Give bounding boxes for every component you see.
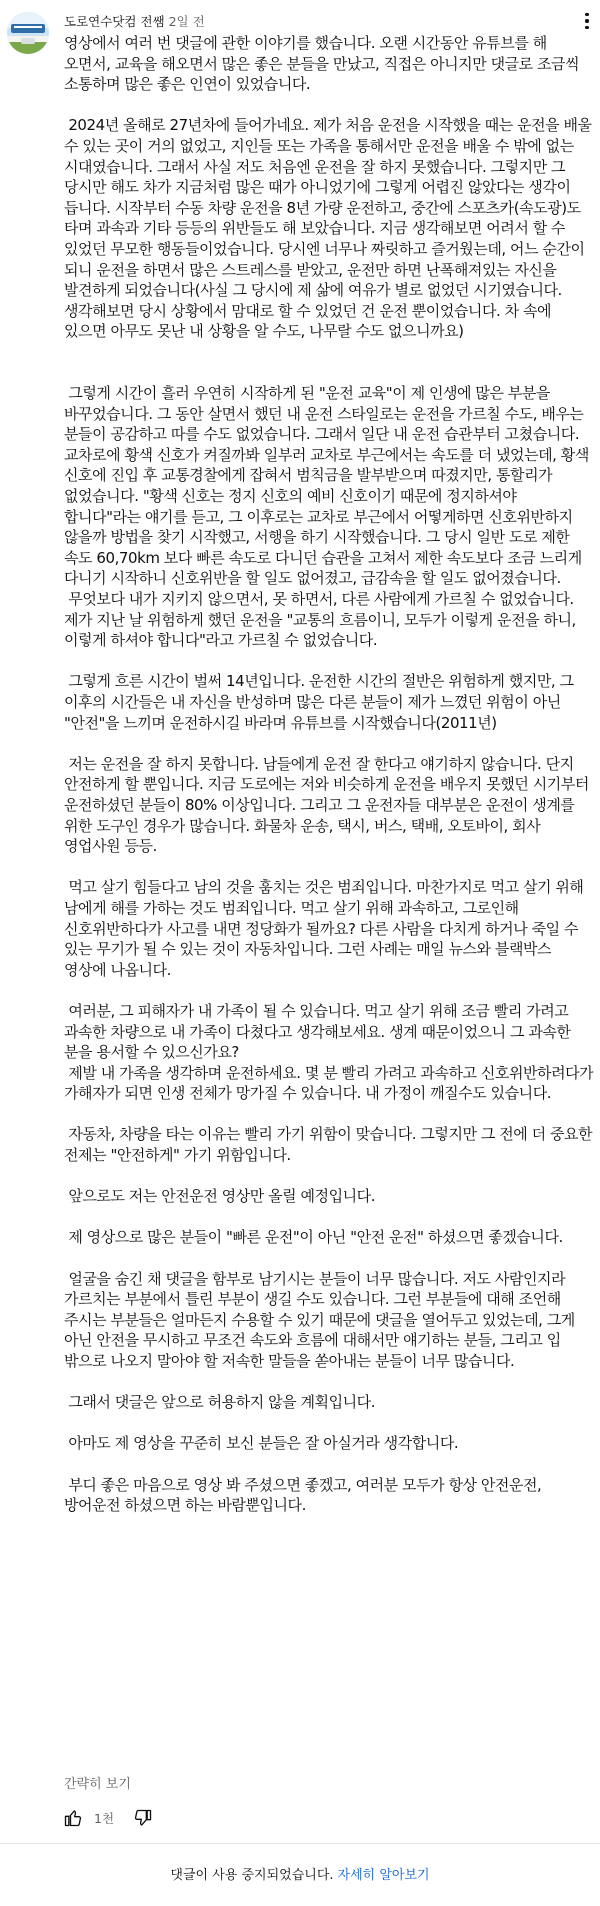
comment-paragraph: 앞으로도 저는 안전운전 영상만 올릴 예정입니다. — [64, 1187, 376, 1206]
comment-paragraph: 제 영상으로 많은 분들이 "빠른 운전"이 아닌 "안전 운전" 하셨으면 좋겠습니다. — [64, 1228, 563, 1247]
paragraph-spacer — [64, 651, 596, 672]
comment-paragraph: 여러분, 그 피해자가 내 가족이 될 수 있습니다. 먹고 살기 위해 조금 빨리 가려고 과속한 차량으로 내 가족이 다쳤다고 생각해보세요. 생계 때문이었으니 그 과속한 분을 용서할 수 있으신가요? — [64, 1001, 575, 1062]
comment-paragraph: 아마도 제 영상을 꾸준히 보신 분들은 잘 아실거라 생각합니다. — [64, 1434, 459, 1453]
comment-header — [64, 12, 205, 30]
paragraph-spacer — [64, 1207, 596, 1228]
paragraph-spacer — [64, 95, 596, 116]
comment-paragraph: 제발 내 가족을 생각하며 운전하세요. 몇 분 빨리 가려고 과속하고 신호위반하려다가 가해자가 되면 인생 전체가 망가질 수 있습니다. 내 가정이 깨질수도 있습니다. — [64, 1063, 598, 1103]
paragraph-spacer — [64, 1413, 596, 1434]
vertical-dots-icon-dot — [585, 19, 589, 23]
comment-time[interactable]: 2일 전 — [168, 14, 205, 29]
paragraph-spacer — [64, 980, 596, 1001]
vertical-dots-icon-dot — [585, 26, 589, 30]
more-options-button[interactable] — [577, 8, 597, 34]
learn-more-link[interactable]: 자세히 알아보기 — [337, 1868, 430, 1883]
paragraph-spacer — [64, 1166, 596, 1187]
paragraph-spacer — [64, 1454, 596, 1475]
vertical-dots-icon — [585, 13, 589, 17]
paragraph-spacer — [64, 733, 596, 754]
paragraph-spacer — [64, 1248, 596, 1269]
paragraph-spacer — [64, 363, 596, 384]
author-title: 전쌤 — [140, 14, 165, 29]
comment-paragraph: 그렇게 시간이 흘러 우연히 시작하게 된 "운전 교육"이 제 인생에 많은 부분을 바꾸었습니다. 그 동안 살면서 했던 내 운전 스타일로는 운전을 가르칠 수도, 배우는 분들이 공감하고 따를 수도 없었습니다. 그래서 일단 내 운전 습관부터 고쳤습니다. 교차로에 황색 신호가 켜질까봐 일부러 교차로 부근에서는 속도를 더 냈었는데, 황색 신호에 진입 후 교통경찰에게 잡혀서 범칙금을 발부받으며 따졌지만, 통할리가 없었습니다. "황색 신호는 정지 신호의 예비 신호이기 때문에 정지하셔야 합니다"라는 얘기를 듣고, 그 이후로는 교차로 부근에서 어떻게하면 신호위반하지 않을까 방법을 찾기 시작했고, 서행을 하기 시작했습니다. 그 당시 일반 도로 제한 속도 60,70km 보다 빠른 속도로 다니던 습관을 고쳐서 제한 속도보다 조금 느리게 다니기 시작하니 신호위반을 할 일도 없어졌고, 급감속을 할 일도 없어졌습니다. — [64, 384, 594, 588]
paragraph-spacer — [64, 857, 596, 878]
comment-paragraph: 먹고 살기 힘들다고 남의 것을 훔치는 것은 범죄입니다. 마찬가지로 먹고 살기 위해 남에게 해를 가하는 것도 범죄입니다. 먹고 살기 위해 과속하고, 그로인해 신호위반하다가 사고를 내면 정당화가 될까요? 다른 사람을 다치게 하거나 죽일 수 있는 무기가 될 수 있는 것이 자동차입니다. 그런 사례는 매일 뉴스와 블랙박스 영상에 나옵니다. — [64, 878, 588, 979]
comment-paragraph: 2024년 올해로 27년차에 들어가네요. 제가 처음 운전을 시작했을 때는 운전을 배울 수 있는 곳이 거의 없었고, 지인들 또는 가족을 통해서만 운전을 배울 수 밖에 없는 시대였습니다. 그래서 사실 저도 처음엔 운전을 잘 하지 못했습니다. 그렇지만 그 당시만 해도 차가 지금처럼 많은 때가 아니었기에 그렇게 어렵진 않았다는 생각이 듭니다. 시작부터 수동 차량 운전을 8년 가량 운전하고, 중간에 스포츠카(속도광)도 타며 과속과 기타 등등의 위반들도 해 보았습니다. 지금 생각해보면 어려서 할 수 있었던 무모한 행동들이었습니다. 당시엔 너무나 짜릿하고 즐거웠는데, 어느 순간이 되니 운전을 하면서 많은 스트레스를 받았고, 운전만 하면 난폭해져있는 자신을 발견하게 되었습니다(사실 그 당시에 제 삶에 여유가 별로 없었던 시기였습니다. 생각해보면 당시 상황에서 맘대로 할 수 있었던 건 운전 뿐이었습니다. 차 속에 있으면 아무도 못난 내 상황을 알 수도, 나무랄 수도 없으니까요) — [64, 116, 596, 341]
comment-paragraph: 자동차, 차량을 타는 이유는 빨리 가기 위함이 맞습니다. 그렇지만 그 전에 더 중요한 전제는 "안전하게" 가기 위함입니다. — [64, 1125, 597, 1165]
thumb-down-icon — [133, 1808, 153, 1828]
comments-disabled-text: 댓글이 사용 중지되었습니다. — [170, 1868, 334, 1883]
comment-paragraph: 무엇보다 내가 지키지 않으면서, 못 하면서, 다른 사람에게 가르칠 수 없었습니다. 제가 지난 날 위험하게 했던 운전을 "교통의 흐름이니, 모두가 이렇게 운전을 하니, 이렇게 하셔야 합니다"라고 가르칠 수 없었습니다. — [64, 590, 581, 650]
comment-paragraph: 그래서 댓글은 앞으로 허용하지 않을 계획입니다. — [64, 1393, 376, 1412]
section-divider — [0, 1843, 600, 1844]
paragraph-spacer — [64, 1104, 596, 1125]
paragraph-spacer — [64, 1372, 596, 1393]
paragraph-spacer — [64, 342, 596, 363]
comment-paragraph: 그렇게 흐른 시간이 벌써 14년입니다. 운전한 시간의 절반은 위험하게 했지만, 그 이후의 시간들은 내 자신을 반성하며 많은 다른 분들이 제가 느꼈던 위험이 아닌 "안전"을 느끼며 운전하시길 바라며 유튜브를 시작했습니다(2011년) — [64, 672, 578, 732]
author-name[interactable]: 도로연수닷컴 — [64, 14, 137, 29]
like-count: 1천 — [94, 1811, 115, 1826]
comment-paragraph: 영상에서 여러 번 댓글에 관한 이야기를 했습니다. 오랜 시간동안 유튜브를 해 오면서, 교육을 해오면서 많은 좋은 분들을 만났고, 직접은 아니지만 댓글로 조금씩 소통하며 많은 좋은 인연이 있었습니다. — [64, 34, 584, 94]
dislike-button[interactable] — [130, 1805, 156, 1831]
thumb-up-icon — [63, 1808, 83, 1828]
channel-logo — [7, 12, 49, 54]
comment-actions — [60, 1804, 156, 1832]
like-button[interactable] — [60, 1805, 86, 1831]
show-less-button[interactable]: 간략히 보기 — [64, 1777, 131, 1792]
comment-paragraph: 얼굴을 숨긴 채 댓글을 함부로 남기시는 분들이 너무 많습니다. 저도 사람인지라 가르치는 부분에서 틀린 부분이 생길 수도 있습니다. 그런 부분들에 대해 조언해 주시는 부분들은 얼마든지 수용할 수 있기 때문에 댓글을 열어두고 있었는데, 그게 아닌 안전을 무시하고 무조건 속도와 흐름에 대해서만 얘기하는 분들, 그리고 입 밖으로 나오지 말아야 할 저속한 말들을 쏟아내는 분들이 너무 많습니다. — [64, 1269, 580, 1370]
comments-disabled-notice — [0, 1864, 600, 1883]
comment-body — [64, 33, 596, 1516]
comment-paragraph: 저는 운전을 잘 하지 못합니다. 남들에게 운전 잘 한다고 얘기하지 않습니다. 단지 안전하게 할 뿐입니다. 지금 도로에는 저와 비슷하게 운전을 배우지 못했던 시기부터 운전하셨던 분들이 80% 이상입니다. 그리고 그 운전자들 대부분은 운전이 생계를 위한 도구인 경우가 많습니다. 화물차 운송, 택시, 버스, 택배, 오토바이, 회사 영업사원 등등. — [64, 754, 594, 856]
avatar[interactable] — [7, 12, 49, 54]
comment-paragraph: 부디 좋은 마음으로 영상 봐 주셨으면 좋겠고, 여러분 모두가 항상 안전운전, 방어운전 하셨으면 하는 바람뿐입니다. — [64, 1475, 546, 1515]
